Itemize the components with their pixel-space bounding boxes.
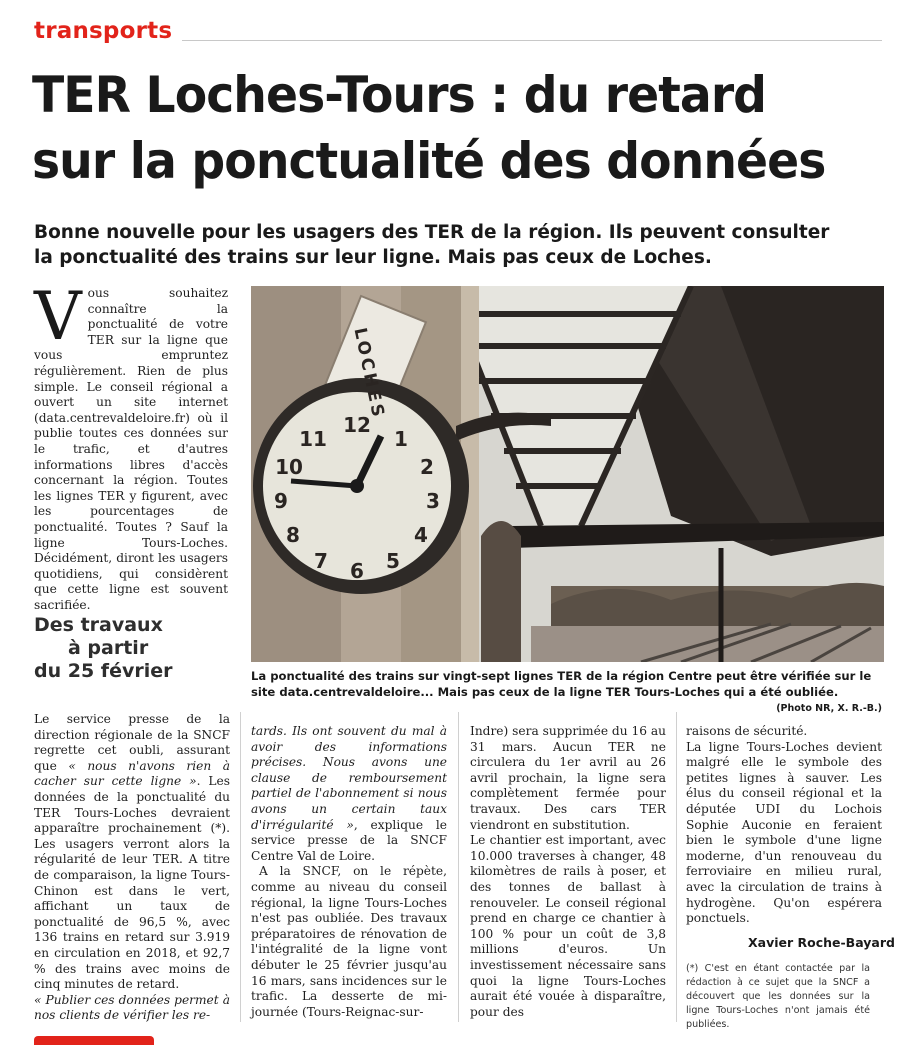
footnote: (*) C'est en étant contactée par la rédaction à ce sujet que la SNCF a découvert que les données sur la ligne Tours-Loches n'ont jamais été publiées. bbox=[686, 963, 870, 1030]
headline-line-2: sur la ponctualité des données bbox=[32, 132, 826, 190]
standfirst bbox=[34, 220, 874, 270]
col3-paragraph-1: Indre) sera supprimée du 16 au 31 mars. Aucun TER ne circulera du 1er avril au 26 avril prochain, la ligne sera complètement fermée pour travaux. Des cars TER viendront en substitution. bbox=[470, 724, 666, 832]
col1-text-c: . Les données de la ponctualité du TER Tours-Loches devraient apparaître prochainement (*). Les usagers verront alors la régularité de leur TER. A titre de comparaison, la ligne Tours-Chinon est dans le vert, affichant un taux de ponctualité de 96,5 %, avec 136 trains en retard sur 3.919 en circulation en 2018, et 92,7 % des trains avec moins de cinq minutes de retard. bbox=[34, 774, 230, 992]
svg-text:6: 6 bbox=[350, 559, 364, 583]
svg-text:11: 11 bbox=[299, 427, 327, 451]
headline bbox=[32, 62, 845, 194]
headline-line-1: TER Loches-Tours : du retard bbox=[32, 66, 767, 124]
column-1 bbox=[34, 712, 230, 1024]
col4-paragraph-2: La ligne Tours-Loches devient malgré elle le symbole des petites lignes à sauver. Les élus du conseil régional et la députée UDI du Lochois Sophie Auconie en feraient bien le symbole d'une ligne moderne, d'un renouveau du ferroviaire en milieu rural, avec la circulation de trains à hydrogène. Qu'on espérera ponctuels. bbox=[686, 739, 882, 926]
svg-text:3: 3 bbox=[426, 489, 440, 513]
column-4 bbox=[686, 724, 882, 927]
column-rule-3 bbox=[676, 712, 677, 1022]
svg-text:4: 4 bbox=[414, 523, 428, 547]
photo-credit: (Photo NR, X. R.-B.) bbox=[776, 703, 882, 714]
svg-text:8: 8 bbox=[286, 523, 300, 547]
subhead-line-2: à partir bbox=[68, 637, 149, 659]
svg-text:1: 1 bbox=[394, 427, 408, 451]
column-rule-2 bbox=[458, 712, 459, 1022]
subhead-line-3: du 25 février bbox=[34, 660, 173, 682]
standfirst-line-2: la ponctualité des trains sur leur ligne. Mais pas ceux de Loches. bbox=[34, 247, 712, 268]
standfirst-line-1: Bonne nouvelle pour les usagers des TER de la région. Ils peuvent consulter bbox=[34, 222, 830, 243]
intro-paragraph bbox=[34, 278, 228, 613]
intro-text: ous souhaitez connaître la ponctualité de votre TER sur la ligne que vous empruntez régulièrement. Rien de plus simple. Le conseil régional a ouvert un site internet (data.centrevaldeloire.fr) où il publie toutes ces données sur le trafic, et d'autres informations libres d'accès concernant la région. Toutes les lignes TER y figurent, avec les pourcentages de ponctualité. Toutes ? Sauf la ligne Tours-Loches. Décidément, diront les usagers quotidiens, qui considèrent que cette ligne est souvent sacrifiée. bbox=[34, 286, 228, 612]
col4-paragraph-1: raisons de sécurité. bbox=[686, 724, 808, 738]
col3-paragraph-2: Le chantier est important, avec 10.000 traverses à changer, 48 kilomètres de rails à poser, et des tonnes de ballast à renouveler. Le conseil régional prend en charge ce chantier à 100 % pour un coût de 3,8 millions d'euros. Un investissement nécessaire sans quoi la ligne Tours-Loches aurait été vouée à disparaître, pour des bbox=[470, 833, 666, 1019]
col1-quote: « nous n'avons rien à cacher sur cette ligne » bbox=[34, 758, 230, 789]
col2-quote: tards. Ils ont souvent du mal à avoir des informations précises. Nous avons une clause de remboursement partiel de l'abonnement si nous avons un certain taux d'irrégularité » bbox=[251, 724, 447, 832]
svg-text:7: 7 bbox=[314, 549, 328, 573]
rubric-rule bbox=[182, 40, 882, 41]
column-rule-1 bbox=[240, 712, 241, 1022]
svg-text:12: 12 bbox=[343, 413, 371, 437]
subhead-line-1: Des travaux bbox=[34, 614, 163, 636]
section-rubric: transports bbox=[34, 18, 173, 44]
subhead bbox=[34, 614, 244, 683]
station-sign-text: LOCHES bbox=[349, 326, 389, 422]
col1-text-a: Le service presse de la direction régionale de la SNCF regrette cet oubli, assurant que bbox=[34, 712, 230, 773]
photo-caption: La ponctualité des trains sur vingt-sept lignes TER de la région Centre peut être vérifiée sur le site data.centrevaldeloire... Mais pas ceux de la ligne TER Tours-Loches qui a été oubliée. bbox=[251, 669, 872, 699]
column-2 bbox=[251, 724, 447, 1020]
author-signature: Xavier Roche-Bayard bbox=[748, 935, 895, 950]
col2-text-b: , explique le service presse de la SNCF Centre Val de Loire. bbox=[251, 817, 447, 863]
station-photo bbox=[251, 286, 884, 662]
svg-text:9: 9 bbox=[274, 489, 288, 513]
station-photo-illustration bbox=[251, 286, 884, 662]
col2-paragraph-2: A la SNCF, on le répète, comme au niveau du conseil régional, la ligne Tours-Loches n'est pas oubliée. Des travaux préparatoires de rénovation de l'intégralité de la ligne vont débuter le 25 février jusqu'au 16 mars, sans incidences sur le trafic. La desserte de mi-journée (Tours-Reignac-sur- bbox=[251, 864, 447, 1019]
column-3 bbox=[470, 724, 666, 1020]
svg-text:2: 2 bbox=[420, 455, 434, 479]
svg-text:10: 10 bbox=[275, 455, 303, 479]
col1-quote-start: « Publier ces données permet à nos clients de vérifier les re- bbox=[34, 992, 230, 1023]
svg-text:5: 5 bbox=[386, 549, 400, 573]
dropcap: V bbox=[34, 278, 82, 355]
next-article-cut bbox=[34, 1036, 234, 1045]
